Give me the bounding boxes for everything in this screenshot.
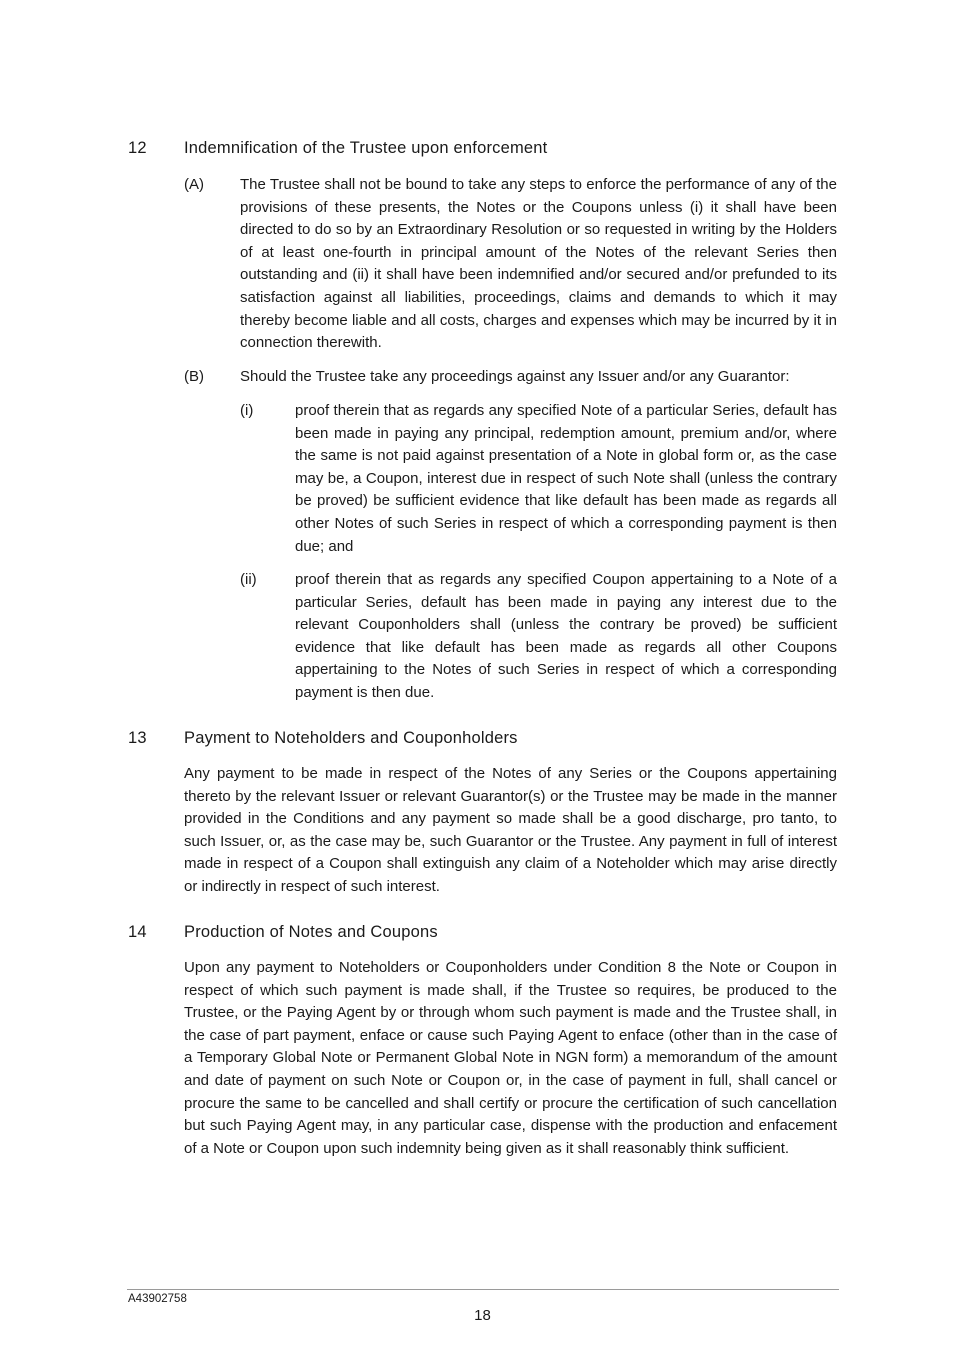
section-number: 12 xyxy=(128,139,147,157)
section-number: 14 xyxy=(128,923,147,941)
subitem-i-text: proof therein that as regards any specified Note of a particular Series, default has been made in paying any principal, redemption amount, premium and/or, where the same is not paid against presentation of a Note in global form or, as the case may be, a Coupon, interest due in respect of such Note shall (unless the contrary be proved) be sufficient evidence that like default has been made as regards all other Notes of such Series in respect of which a corresponding payment is then due; and xyxy=(295,402,837,555)
section-number: 13 xyxy=(128,729,147,747)
item-a-text: The Trustee shall not be bound to take any steps to enforce the performance of any of the provisions of these presents, the Notes or the Coupons unless (i) it shall have been directed to do so by an Extraordinary Resolution or so requested in writing by the Holders of at least one-fourth in principal amount of the Notes of the relevant Series then outstanding and (ii) it shall have been indemnified and/or secured and/or prefunded to its satisfaction against all liabilities, proceedings, claims and demands to which it may thereby become liable and all costs, charges and expenses which may be incurred by it in connection therewith. xyxy=(240,176,837,352)
page-number: 18 xyxy=(474,1307,491,1324)
subitem-marker-ii: (ii) xyxy=(240,571,257,588)
subitem-marker-i: (i) xyxy=(240,402,254,419)
section-13-body: Any payment to be made in respect of the Notes of any Series or the Coupons appertaining thereto by the relevant Issuer or relevant Guarantor(s) or the Trustee may be made in the manner provided in the Conditions and any payment so made shall be a good discharge, pro tanto, to such Issuer, or, as the case may be, such Guarantor or the Trustee. Any payment in full of interest made in respect of a Coupon shall extinguish any claim of a Noteholder which may arise directly or indirectly in respect of such interest. xyxy=(184,765,837,895)
section-title: Production of Notes and Coupons xyxy=(184,923,438,941)
section-title: Payment to Noteholders and Couponholders xyxy=(184,729,518,747)
item-marker-b: (B) xyxy=(184,368,204,385)
subitem-ii-text: proof therein that as regards any specified Coupon appertaining to a Note of a particular Series, default has been made in paying any interest due to the relevant Couponholders shall (unless the contrary be proved) be sufficient evidence that like default has been made as regards all other Coupons appertaining to the Notes of such Series in respect of which a corresponding payment is then due. xyxy=(295,571,837,701)
document-reference: A43902758 xyxy=(128,1293,187,1305)
item-b-text: Should the Trustee take any proceedings against any Issuer and/or any Guarantor: xyxy=(240,368,790,385)
section-14-body: Upon any payment to Noteholders or Couponholders under Condition 8 the Note or Coupon in respect of which such payment is made shall, if the Trustee so requires, be produced to the Trustee, or the Paying Agent by or through whom such payment is made and the Trustee shall, in the case of part payment, enface or cause such Paying Agent to enface (other than in the case of a Temporary Global Note or Permanent Global Note in NGN form) a memorandum of the amount and date of payment on such Note or Coupon or, in the case of payment in full, shall cancel or procure the same to be cancelled and shall certify or procure the certification of such cancellation but such Paying Agent may, in any particular case, dispense with the production and enfacement of a Note or Coupon upon such indemnity being given as it shall reasonably think sufficient. xyxy=(184,959,837,1157)
footer-divider xyxy=(127,1289,839,1290)
item-marker-a: (A) xyxy=(184,176,204,193)
section-title: Indemnification of the Trustee upon enforcement xyxy=(184,139,548,157)
